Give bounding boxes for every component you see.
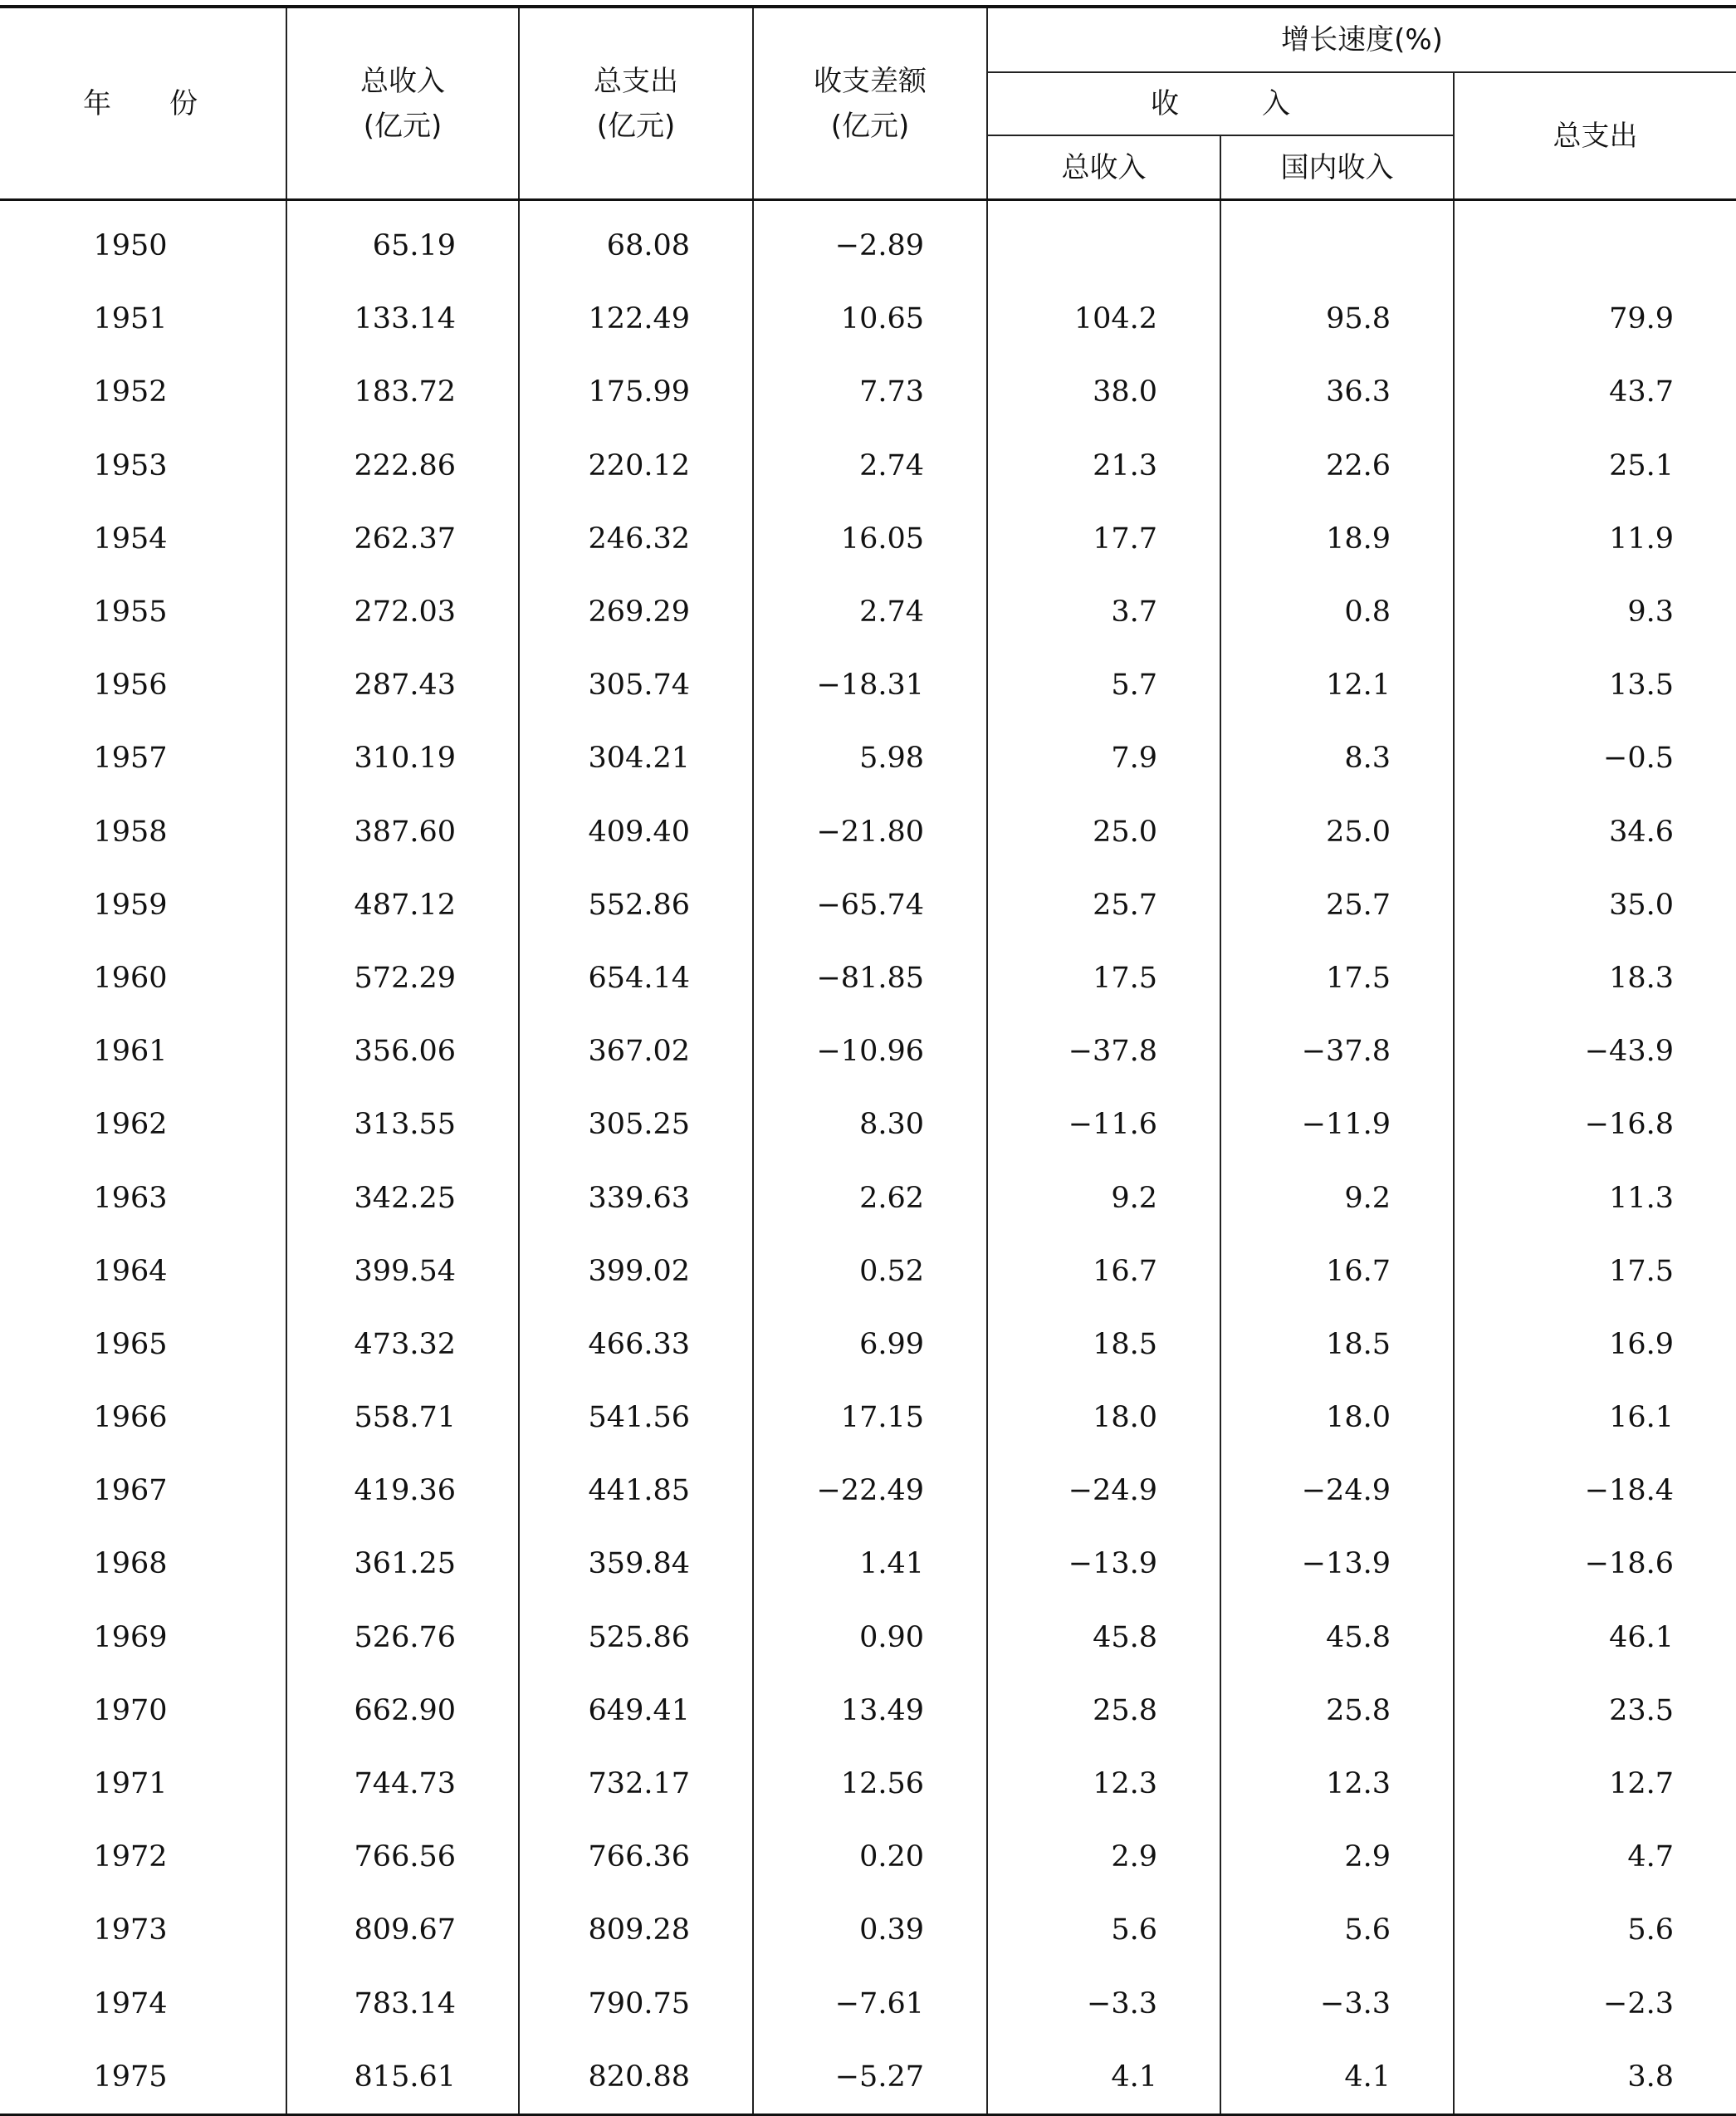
cell-rev: 361.25 [286, 1527, 519, 1600]
cell-diff: 6.99 [753, 1308, 987, 1381]
header-revenue-group: 收 入 [987, 72, 1454, 135]
cell-diff: −22.49 [753, 1454, 987, 1527]
cell-g-rev: −3.3 [987, 1967, 1220, 2040]
cell-g-exp: 3.8 [1454, 2040, 1736, 2115]
cell-g-dom: −11.9 [1220, 1088, 1454, 1161]
cell-g-dom: −24.9 [1220, 1454, 1454, 1527]
cell-g-exp: 12.7 [1454, 1747, 1736, 1820]
table-row [0, 942, 1736, 1015]
cell-g-exp: −16.8 [1454, 1088, 1736, 1161]
cell-exp: 367.02 [519, 1015, 753, 1088]
table-row [0, 1527, 1736, 1600]
cell-exp: 220.12 [519, 429, 753, 502]
table-row [0, 722, 1736, 795]
cell-rev: 809.67 [286, 1893, 519, 1967]
cell-g-exp: 34.6 [1454, 796, 1736, 869]
cell-rev: 766.56 [286, 1820, 519, 1893]
cell-diff: 17.15 [753, 1381, 987, 1454]
cell-g-rev [987, 200, 1220, 283]
fiscal-table [0, 5, 1736, 2116]
header-year: 年 份 [0, 7, 286, 200]
cell-g-rev: 21.3 [987, 429, 1220, 502]
cell-g-dom [1220, 200, 1454, 283]
cell-g-exp: 25.1 [1454, 429, 1736, 502]
cell-rev: 287.43 [286, 649, 519, 722]
table-row [0, 1088, 1736, 1161]
cell-exp: 790.75 [519, 1967, 753, 2040]
cell-g-rev: 25.8 [987, 1674, 1220, 1747]
cell-rev: 487.12 [286, 869, 519, 942]
cell-g-exp: −18.4 [1454, 1454, 1736, 1527]
cell-rev: 262.37 [286, 502, 519, 576]
cell-g-rev: −11.6 [987, 1088, 1220, 1161]
cell-g-rev: −37.8 [987, 1015, 1220, 1088]
cell-diff: −21.80 [753, 796, 987, 869]
cell-exp: 175.99 [519, 355, 753, 429]
cell-year: 1954 [93, 522, 168, 556]
cell-year: 1960 [93, 961, 168, 995]
cell-year: 1965 [93, 1327, 168, 1361]
cell-diff: 8.30 [753, 1088, 987, 1161]
cell-exp: 441.85 [519, 1454, 753, 1527]
cell-rev: 399.54 [286, 1235, 519, 1308]
cell-diff: −2.89 [753, 200, 987, 283]
cell-diff: −18.31 [753, 649, 987, 722]
cell-g-dom: 9.2 [1220, 1161, 1454, 1234]
cell-g-dom: 12.1 [1220, 649, 1454, 722]
cell-rev: 558.71 [286, 1381, 519, 1454]
cell-exp: 525.86 [519, 1601, 753, 1674]
cell-g-rev: 45.8 [987, 1601, 1220, 1674]
cell-g-rev: 7.9 [987, 722, 1220, 795]
cell-g-dom: 25.8 [1220, 1674, 1454, 1747]
cell-exp: 304.21 [519, 722, 753, 795]
cell-g-rev: 12.3 [987, 1747, 1220, 1820]
table-row [0, 502, 1736, 576]
cell-exp: 305.25 [519, 1088, 753, 1161]
cell-diff: 2.74 [753, 429, 987, 502]
table-row [0, 1820, 1736, 1893]
table-row [0, 796, 1736, 869]
cell-rev: 783.14 [286, 1967, 519, 2040]
header-total-expenditure: 总支出 (亿元) [519, 7, 753, 200]
cell-rev: 662.90 [286, 1674, 519, 1747]
cell-year: 1962 [93, 1108, 168, 1142]
cell-g-dom: 36.3 [1220, 355, 1454, 429]
cell-g-dom: 18.5 [1220, 1308, 1454, 1381]
cell-rev: 744.73 [286, 1747, 519, 1820]
cell-year: 1972 [93, 1840, 168, 1874]
cell-g-rev: 5.7 [987, 649, 1220, 722]
cell-year: 1966 [93, 1401, 168, 1435]
table-row [0, 1381, 1736, 1454]
cell-year: 1973 [93, 1913, 168, 1947]
table-row [0, 1015, 1736, 1088]
cell-exp: 339.63 [519, 1161, 753, 1234]
cell-year: 1970 [93, 1693, 168, 1727]
cell-g-dom: 0.8 [1220, 576, 1454, 649]
cell-g-exp: 23.5 [1454, 1674, 1736, 1747]
cell-g-dom: 45.8 [1220, 1601, 1454, 1674]
cell-year: 1959 [93, 888, 168, 922]
table-row [0, 576, 1736, 649]
table-row [0, 355, 1736, 429]
cell-diff: 0.20 [753, 1820, 987, 1893]
cell-g-exp: 11.3 [1454, 1161, 1736, 1234]
cell-g-exp: 5.6 [1454, 1893, 1736, 1967]
cell-exp: 649.41 [519, 1674, 753, 1747]
cell-g-rev: 17.5 [987, 942, 1220, 1015]
cell-g-dom: 18.9 [1220, 502, 1454, 576]
cell-rev: 183.72 [286, 355, 519, 429]
cell-diff: −81.85 [753, 942, 987, 1015]
cell-exp: 552.86 [519, 869, 753, 942]
cell-g-dom: 25.7 [1220, 869, 1454, 942]
table-row [0, 2040, 1736, 2115]
cell-g-rev: 5.6 [987, 1893, 1220, 1967]
cell-year: 1953 [93, 448, 168, 482]
cell-rev: 65.19 [286, 200, 519, 283]
cell-exp: 732.17 [519, 1747, 753, 1820]
cell-g-dom: −37.8 [1220, 1015, 1454, 1088]
cell-rev: 356.06 [286, 1015, 519, 1088]
cell-diff: −7.61 [753, 1967, 987, 2040]
table-row [0, 869, 1736, 942]
cell-exp: 269.29 [519, 576, 753, 649]
cell-g-dom: 5.6 [1220, 1893, 1454, 1967]
cell-exp: 409.40 [519, 796, 753, 869]
cell-exp: 809.28 [519, 1893, 753, 1967]
cell-g-exp: 4.7 [1454, 1820, 1736, 1893]
cell-exp: 359.84 [519, 1527, 753, 1600]
cell-g-dom: 18.0 [1220, 1381, 1454, 1454]
cell-g-exp: 9.3 [1454, 576, 1736, 649]
cell-rev: 133.14 [286, 282, 519, 355]
header-balance: 收支差额 (亿元) [753, 7, 987, 200]
cell-g-exp: −43.9 [1454, 1015, 1736, 1088]
table-row [0, 1893, 1736, 1967]
table-row [0, 649, 1736, 722]
cell-g-exp: 13.5 [1454, 649, 1736, 722]
header-growth-total-expenditure: 总支出 [1454, 72, 1736, 200]
cell-g-rev: 4.1 [987, 2040, 1220, 2115]
cell-g-rev: 38.0 [987, 355, 1220, 429]
table-row [0, 1161, 1736, 1234]
cell-diff: 0.52 [753, 1235, 987, 1308]
cell-exp: 541.56 [519, 1381, 753, 1454]
cell-g-rev: 18.5 [987, 1308, 1220, 1381]
cell-year: 1957 [93, 742, 168, 776]
cell-diff: −10.96 [753, 1015, 987, 1088]
cell-exp: 766.36 [519, 1820, 753, 1893]
cell-exp: 654.14 [519, 942, 753, 1015]
cell-rev: 313.55 [286, 1088, 519, 1161]
cell-diff: 2.62 [753, 1161, 987, 1234]
cell-diff: 16.05 [753, 502, 987, 576]
cell-g-exp: 11.9 [1454, 502, 1736, 576]
cell-g-rev: 25.0 [987, 796, 1220, 869]
cell-g-rev: 3.7 [987, 576, 1220, 649]
table-row [0, 1747, 1736, 1820]
cell-g-rev: 2.9 [987, 1820, 1220, 1893]
cell-year: 1974 [93, 1986, 168, 2020]
cell-rev: 342.25 [286, 1161, 519, 1234]
cell-g-exp: 43.7 [1454, 355, 1736, 429]
cell-diff: 5.98 [753, 722, 987, 795]
cell-g-rev: 104.2 [987, 282, 1220, 355]
cell-year: 1968 [93, 1547, 168, 1581]
cell-year: 1961 [93, 1035, 168, 1069]
cell-g-dom: 25.0 [1220, 796, 1454, 869]
cell-exp: 246.32 [519, 502, 753, 576]
cell-g-dom: 22.6 [1220, 429, 1454, 502]
cell-year: 1964 [93, 1254, 168, 1288]
cell-g-rev: 25.7 [987, 869, 1220, 942]
cell-diff: 1.41 [753, 1527, 987, 1600]
header-total-revenue: 总收入 (亿元) [286, 7, 519, 200]
cell-g-exp [1454, 200, 1736, 283]
cell-diff: 12.56 [753, 1747, 987, 1820]
cell-g-exp: −2.3 [1454, 1967, 1736, 2040]
cell-rev: 572.29 [286, 942, 519, 1015]
cell-exp: 122.49 [519, 282, 753, 355]
cell-diff: 10.65 [753, 282, 987, 355]
table-row [0, 1674, 1736, 1747]
cell-diff: 13.49 [753, 1674, 987, 1747]
cell-year: 1952 [93, 375, 168, 409]
cell-g-dom: 16.7 [1220, 1235, 1454, 1308]
cell-year: 1969 [93, 1620, 168, 1654]
cell-diff: −65.74 [753, 869, 987, 942]
header-growth-rate: 增长速度(%) [987, 7, 1736, 72]
cell-exp: 399.02 [519, 1235, 753, 1308]
cell-g-rev: 16.7 [987, 1235, 1220, 1308]
table-row [0, 1308, 1736, 1381]
cell-g-dom: 2.9 [1220, 1820, 1454, 1893]
cell-g-dom: −13.9 [1220, 1527, 1454, 1600]
cell-rev: 526.76 [286, 1601, 519, 1674]
cell-g-dom: −3.3 [1220, 1967, 1454, 2040]
cell-diff: −5.27 [753, 2040, 987, 2115]
header-growth-total-revenue: 总收入 [987, 135, 1220, 200]
cell-rev: 473.32 [286, 1308, 519, 1381]
cell-exp: 68.08 [519, 200, 753, 283]
cell-g-dom: 8.3 [1220, 722, 1454, 795]
table-row [0, 282, 1736, 355]
cell-rev: 387.60 [286, 796, 519, 869]
cell-rev: 310.19 [286, 722, 519, 795]
table-row [0, 1235, 1736, 1308]
table-row [0, 1454, 1736, 1527]
cell-g-exp: 46.1 [1454, 1601, 1736, 1674]
cell-g-dom: 4.1 [1220, 2040, 1454, 2115]
cell-g-exp: −18.6 [1454, 1527, 1736, 1600]
cell-diff: 7.73 [753, 355, 987, 429]
cell-year: 1956 [93, 669, 168, 703]
cell-g-dom: 95.8 [1220, 282, 1454, 355]
cell-year: 1950 [93, 229, 168, 263]
cell-year: 1963 [93, 1181, 168, 1215]
cell-rev: 222.86 [286, 429, 519, 502]
cell-year: 1955 [93, 595, 168, 629]
cell-g-exp: 16.1 [1454, 1381, 1736, 1454]
cell-g-rev: −24.9 [987, 1454, 1220, 1527]
cell-g-exp: 79.9 [1454, 282, 1736, 355]
cell-exp: 820.88 [519, 2040, 753, 2115]
cell-exp: 466.33 [519, 1308, 753, 1381]
table-row [0, 1601, 1736, 1674]
table-row [0, 200, 1736, 283]
cell-year: 1958 [93, 815, 168, 849]
cell-g-dom: 12.3 [1220, 1747, 1454, 1820]
cell-rev: 272.03 [286, 576, 519, 649]
cell-rev: 815.61 [286, 2040, 519, 2115]
cell-year: 1967 [93, 1474, 168, 1508]
cell-diff: 0.39 [753, 1893, 987, 1967]
cell-rev: 419.36 [286, 1454, 519, 1527]
cell-g-rev: 9.2 [987, 1161, 1220, 1234]
cell-year: 1951 [93, 302, 168, 336]
cell-year: 1971 [93, 1767, 168, 1801]
table-row [0, 429, 1736, 502]
cell-g-rev: 17.7 [987, 502, 1220, 576]
cell-year: 1975 [93, 2060, 168, 2094]
table-body [0, 200, 1736, 2115]
cell-diff: 2.74 [753, 576, 987, 649]
cell-diff: 0.90 [753, 1601, 987, 1674]
cell-g-rev: 18.0 [987, 1381, 1220, 1454]
table-header [0, 7, 1736, 200]
cell-g-rev: −13.9 [987, 1527, 1220, 1600]
cell-g-dom: 17.5 [1220, 942, 1454, 1015]
table-row [0, 1967, 1736, 2040]
cell-g-exp: −0.5 [1454, 722, 1736, 795]
cell-g-exp: 35.0 [1454, 869, 1736, 942]
cell-g-exp: 17.5 [1454, 1235, 1736, 1308]
cell-exp: 305.74 [519, 649, 753, 722]
header-growth-domestic-revenue: 国内收入 [1220, 135, 1454, 200]
cell-g-exp: 18.3 [1454, 942, 1736, 1015]
cell-g-exp: 16.9 [1454, 1308, 1736, 1381]
